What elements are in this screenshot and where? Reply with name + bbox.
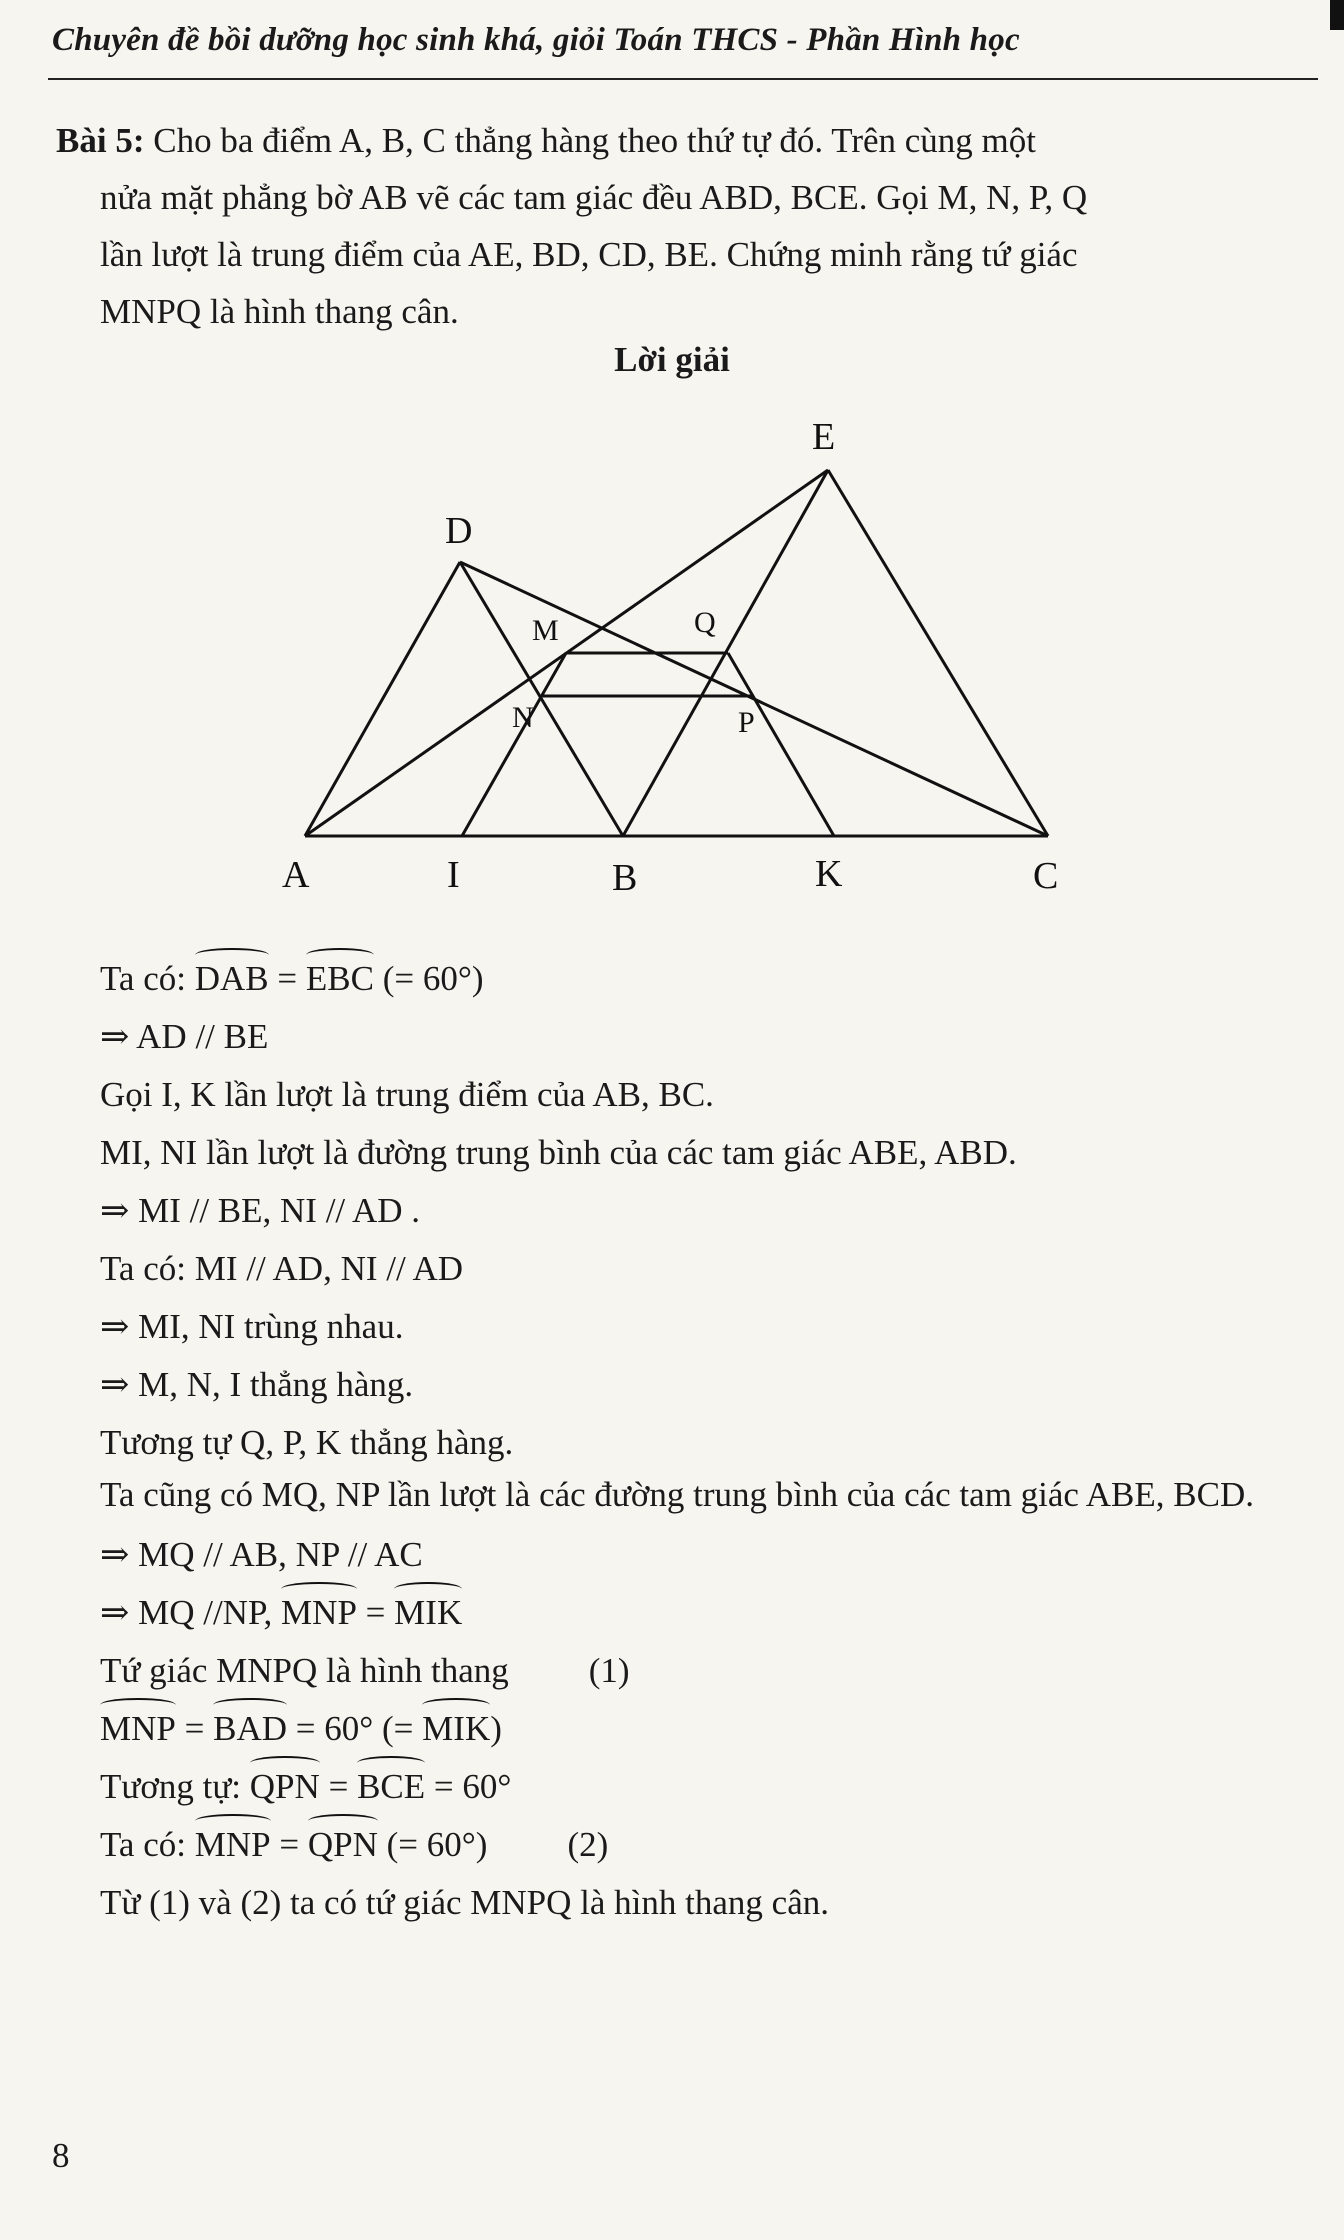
solution-title: Lời giải: [614, 340, 730, 379]
step-9: Tương tự Q, P, K thẳng hàng.: [100, 1423, 514, 1462]
angle-bce: BCE: [357, 1758, 425, 1816]
step-13: Tứ giác MNPQ là hình thang (1): [100, 1651, 630, 1690]
label-i: I: [447, 854, 460, 896]
segment-qk: [728, 653, 834, 836]
label-a: A: [282, 854, 310, 896]
angle-qpn-2: QPN: [308, 1816, 378, 1874]
header-rule: [48, 78, 1318, 80]
angle-mnp-2: MNP: [100, 1700, 176, 1758]
label-m: M: [532, 614, 559, 647]
step-4: MI, NI lần lượt là đường trung bình của các tam giác ABE, ABD.: [100, 1133, 1017, 1172]
step-2: ⇒ AD // BE: [100, 1017, 269, 1056]
step-17: Từ (1) và (2) ta có tứ giác MNPQ là hình thang cân.: [100, 1883, 829, 1922]
problem-line-4: MNPQ là hình thang cân.: [100, 292, 459, 331]
segment-ad: [305, 562, 460, 836]
problem-line-3: lần lượt là trung điểm của AE, BD, CD, BE. Chứng minh rằng tứ giác: [100, 235, 1078, 274]
solution-steps: [100, 950, 1330, 1932]
step-8: ⇒ M, N, I thẳng hàng.: [100, 1365, 414, 1404]
angle-dab: DAB: [195, 950, 269, 1008]
label-b: B: [612, 857, 638, 899]
problem-line-2: nửa mặt phẳng bờ AB vẽ các tam giác đều ABD, BCE. Gọi M, N, P, Q: [100, 178, 1088, 217]
label-d: D: [445, 510, 473, 552]
problem-line-1: [56, 112, 1316, 169]
angle-mik: MIK: [394, 1584, 462, 1642]
angle-bad: BAD: [213, 1700, 287, 1758]
corner-mark: [1330, 0, 1344, 30]
step-3: Gọi I, K lần lượt là trung điểm của AB, BC.: [100, 1075, 714, 1114]
step-12: ⇒ MQ //NP, MNP = MIK: [100, 1584, 1330, 1642]
running-header: Chuyên đề bồi dưỡng học sinh khá, giỏi Toán THCS - Phần Hình học: [52, 22, 1020, 58]
label-q: Q: [694, 606, 716, 639]
segment-ec: [828, 470, 1048, 836]
problem-text-1: Cho ba điểm A, B, C thẳng hàng theo thứ tự đó. Trên cùng một: [144, 121, 1037, 160]
label-n: N: [512, 701, 534, 734]
tag-2: (2): [567, 1825, 609, 1864]
geometry-figure: [0, 400, 1344, 920]
problem-label: Bài 5:: [56, 121, 145, 160]
step-6: Ta có: MI // AD, NI // AD: [100, 1249, 464, 1288]
step-10: Ta cũng có MQ, NP lần lượt là các đường trung bình của các tam giác ABE, BCD.: [100, 1475, 1254, 1514]
step-16: Ta có: MNP = QPN (= 60°) (2): [100, 1816, 1330, 1874]
step-5: ⇒ MI // BE, NI // AD .: [100, 1191, 421, 1230]
step-11: ⇒ MQ // AB, NP // AC: [100, 1535, 423, 1574]
page-number: 8: [52, 2136, 70, 2175]
tag-1: (1): [588, 1651, 630, 1690]
step-14: MNP = BAD = 60° (= MIK): [100, 1700, 1330, 1758]
label-p: P: [738, 706, 755, 739]
angle-mnp-3: MNP: [195, 1816, 271, 1874]
step-7: ⇒ MI, NI trùng nhau.: [100, 1307, 404, 1346]
label-e: E: [812, 416, 836, 458]
step-15: Tương tự: QPN = BCE = 60°: [100, 1758, 1330, 1816]
angle-mik-2: MIK: [422, 1700, 490, 1758]
segment-mi: [462, 653, 566, 836]
step-1: Ta có: DAB = EBC (= 60°): [100, 950, 1330, 1008]
angle-qpn: QPN: [250, 1758, 320, 1816]
label-c: C: [1033, 855, 1059, 897]
label-k: K: [815, 853, 843, 895]
problem-statement: [56, 112, 1316, 340]
angle-mnp: MNP: [281, 1584, 357, 1642]
angle-ebc: EBC: [306, 950, 374, 1008]
